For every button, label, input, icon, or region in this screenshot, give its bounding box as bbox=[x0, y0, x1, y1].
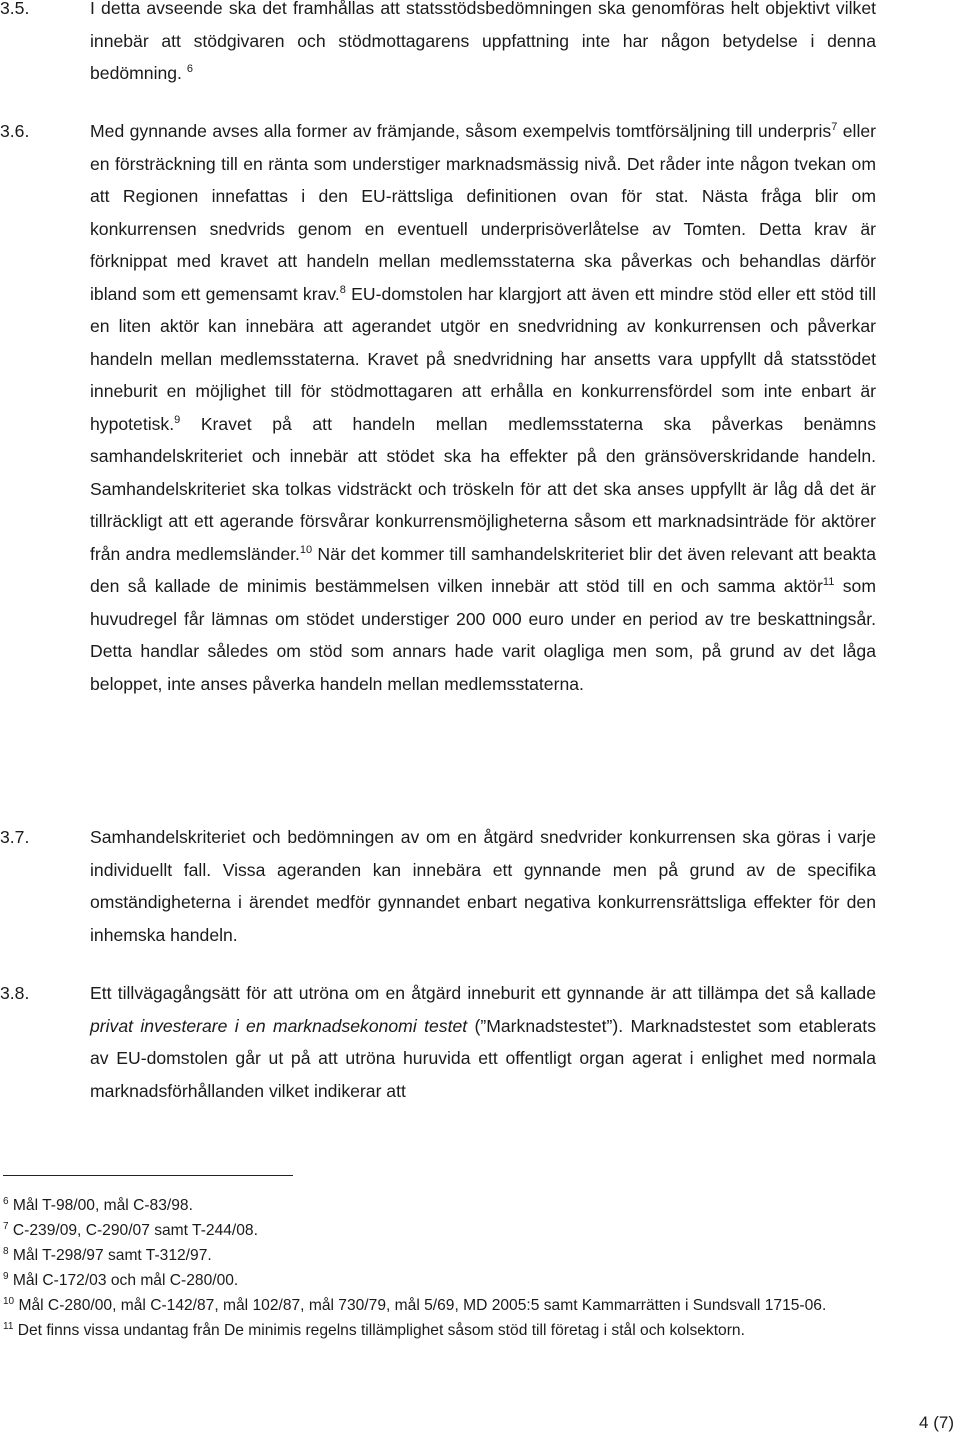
footnote-ref[interactable]: 10 bbox=[299, 543, 313, 556]
footnote-ref[interactable]: 9 bbox=[174, 413, 181, 426]
paragraph-text: Ett tillvägagångsätt för att utröna om en åtgärd inneburit ett gynnande är att tillämpa det så kallade privat investerare i en marknadsekonomi testet (”Marknadstestet”). Marknadstestet som etablerats av EU-domstolen går ut på att utröna huruvida ett offentligt organ agerat i enlighet med normala marknadsförhållanden vilket indikerar att bbox=[90, 983, 876, 1101]
paragraph-number: 3.8. bbox=[0, 983, 30, 1003]
footnote: $^9$ Mål C-172/03 och mål C-280/00. bbox=[3, 1271, 239, 1289]
paragraph-number: 3.5. bbox=[0, 0, 30, 18]
footnote-number: 11 bbox=[3, 1321, 14, 1332]
paragraph-text: Med gynnande avses alla former av främjande, såsom exempelvis tomtförsäljning till underpris$^7$ eller en försträckning till en ränta som understiger marknadsmässig nivå. Det råder inte någon tvekan om att Regionen innefattas i den EU-rättsliga definitionen ovan för stat. Nästa fråga blir om konkurrensen snedvrids genom en eventuell underprisöverlåtelse av Tomten. Detta krav är förknippat med kravet att handeln mellan medlemsstaterna ska påverkas och behandlas därför ibland som ett gemensamt krav.$^8$ EU-domstolen har klargjort att även ett mindre stöd eller ett stöd till en liten aktör kan innebära att agerandet utgör en snedvridning av konkurrensen och påverkar handeln mellan medlemsstaterna. Kravet på snedvridning har ansetts vara uppfyllt då statsstödet inneburit en möjlighet till för stödmottagaren att erhålla en konkurrensfördel som inte enbart är hypotetisk.$^9$ Kravet på att handeln mellan medlemsstaterna ska påverkas benämns samhandelskriteriet och innebär att stödet ska ha effekter på den gränsöverskridande handeln. Samhandelskriteriet ska tolkas vidsträckt och tröskeln för att det ska anses uppfyllt är låg då det är tillräckligt att ett agerande försvårar konkurrensmöjligheterna såsom ett marknadsinträde för aktörer från andra medlemsländer.$^{10}$ När det kommer till samhandelskriteriet blir det även relevant att beakta den så kallade de minimis bestämmelsen vilken innebär att stöd till en och samma aktör$^{11}$ som huvudregel får lämnas om stödet understiger 200 000 euro under en period av tre beskattningsår. Detta handlar således om stöd som annars hade varit olagliga men som, på grund av det låga beloppet, inte anses påverka handeln mellan medlemsstaterna. bbox=[90, 121, 876, 694]
footnote-ref[interactable]: 11 bbox=[822, 576, 835, 588]
paragraph-3-7 bbox=[0, 821, 876, 951]
footnote-number: 7 bbox=[3, 1221, 9, 1232]
paragraph-number: 3.6. bbox=[0, 121, 30, 141]
footnote-number: 6 bbox=[3, 1196, 9, 1207]
page-number: 4 (7) bbox=[919, 1413, 954, 1432]
paragraph-3-8 bbox=[0, 977, 876, 1107]
footnote-separator bbox=[3, 1175, 293, 1176]
footnote: $^7$ C-239/09, C-290/07 samt T-244/08. bbox=[3, 1221, 258, 1239]
footnote-ref[interactable]: 8 bbox=[339, 283, 346, 296]
footnote: $^8$ Mål T-298/97 samt T-312/97. bbox=[3, 1246, 212, 1264]
paragraph-number: 3.7. bbox=[0, 827, 30, 847]
footnote-number: 9 bbox=[3, 1271, 9, 1282]
footnote-ref[interactable]: 7 bbox=[831, 121, 838, 133]
footnote-number: 10 bbox=[3, 1296, 15, 1307]
italic-term: privat investerare i en marknadsekonomi testet bbox=[90, 1015, 468, 1036]
footnote-number: 8 bbox=[3, 1246, 9, 1257]
footnote: $^{11}$ Det finns vissa undantag från De minimis regelns tillämplighet såsom stöd till företag i stål och kolsektorn. bbox=[3, 1321, 745, 1339]
paragraph-3-5 bbox=[0, 0, 876, 90]
paragraph-text: Samhandelskriteriet och bedömningen av om en åtgärd snedvrider konkurrensen ska göras i varje individuellt fall. Vissa ageranden kan innebära ett gynnande men på grund av de specifika omständigheterna i ärendet medför gynnandet enbart negativa konkurrensrättsliga effekter för den inhemska handeln. bbox=[90, 827, 876, 945]
footnote-ref[interactable]: 6 bbox=[186, 63, 193, 75]
footnote: $^{10}$ Mål C-280/00, mål C-142/87, mål 102/87, mål 730/79, mål 5/69, MD 2005:5 samt Kammarrätten i Sundsvall 1715-06. bbox=[3, 1296, 827, 1314]
paragraph-text: I detta avseende ska det framhållas att statsstödsbedömningen ska genomföras helt objektivt vilket innebär att stödgivaren och stödmottagarens uppfattning inte har någon betydelse i denna bedömning. $^6$ bbox=[90, 0, 876, 83]
footnotes bbox=[3, 1193, 876, 1343]
footnote: $^6$ Mål T-98/00, mål C-83/98. bbox=[3, 1196, 193, 1214]
paragraph-3-6 bbox=[0, 115, 876, 700]
